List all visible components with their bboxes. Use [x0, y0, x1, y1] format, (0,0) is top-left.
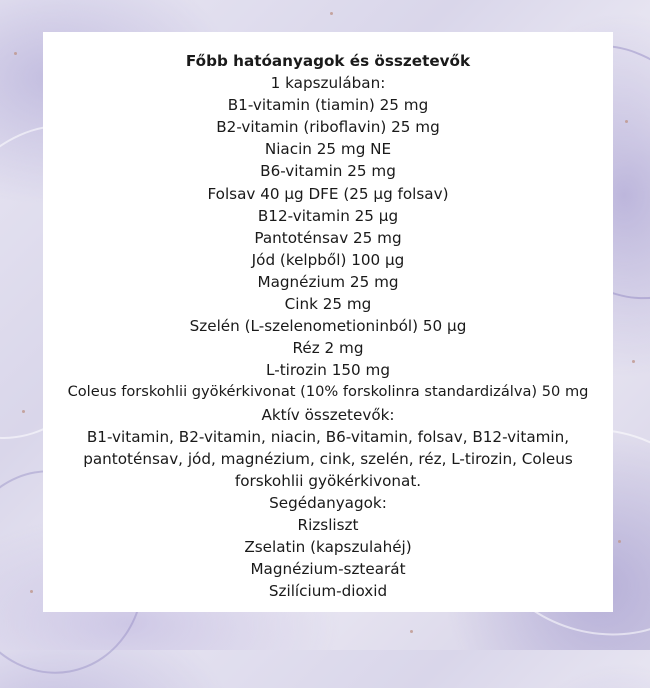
- excipient-item: Magnézium-sztearát: [250, 560, 406, 579]
- ingredient-item: L-tirozin 150 mg: [266, 361, 390, 380]
- ingredient-item: Jód (kelpből) 100 µg: [251, 250, 405, 269]
- ingredient-item: Niacin 25 mg NE: [264, 140, 392, 159]
- ingredient-item: Cink 25 mg: [284, 295, 372, 314]
- excipient-item: Zselatin (kapszulahéj): [244, 538, 412, 557]
- ingredients-card: [43, 32, 613, 612]
- background-fleck: [632, 360, 635, 363]
- ingredient-item: Magnézium 25 mg: [257, 272, 399, 291]
- ingredient-item: Réz 2 mg: [292, 339, 364, 358]
- background-fleck: [30, 590, 33, 593]
- excipients-label: Segédanyagok:: [269, 493, 387, 512]
- ingredient-item: Szelén (L-szelenometioninból) 50 µg: [189, 317, 467, 336]
- background-fleck: [618, 540, 621, 543]
- ingredient-item: B12-vitamin 25 µg: [257, 206, 399, 225]
- ingredient-item: Pantoténsav 25 mg: [254, 228, 402, 247]
- excipient-item: Rizsliszt: [297, 515, 359, 534]
- background-fleck: [330, 12, 333, 15]
- ingredient-item: B2-vitamin (riboflavin) 25 mg: [216, 118, 440, 137]
- background-fleck: [22, 410, 25, 413]
- active-ingredients-label: Aktív összetevők:: [261, 405, 395, 424]
- excipient-list: [43, 514, 613, 602]
- ingredient-item: Coleus forskohlii gyökérkivonat (10% forskolinra standardizálva) 50 mg: [67, 383, 589, 401]
- ingredient-item: B6-vitamin 25 mg: [260, 162, 396, 181]
- background-fleck: [14, 52, 17, 55]
- background-fleck: [625, 120, 628, 123]
- ingredient-list: [43, 94, 613, 403]
- ingredient-item: Folsav 40 µg DFE (25 µg folsav): [207, 184, 449, 203]
- active-ingredients-text: B1-vitamin, B2-vitamin, niacin, B6-vitamin, folsav, B12-vitamin, pantoténsav, jód, magnézium, cink, szelén, réz, L-tirozin, Coleus forskohlii gyökérkivonat.: [83, 427, 573, 490]
- per-capsule-label: 1 kapszulában:: [270, 74, 386, 93]
- ingredient-item: B1-vitamin (tiamin) 25 mg: [227, 96, 429, 115]
- background-fleck: [410, 630, 413, 633]
- ingredients-title: Főbb hatóanyagok és összetevők: [185, 52, 471, 70]
- excipient-item: Szilícium-dioxid: [268, 582, 388, 601]
